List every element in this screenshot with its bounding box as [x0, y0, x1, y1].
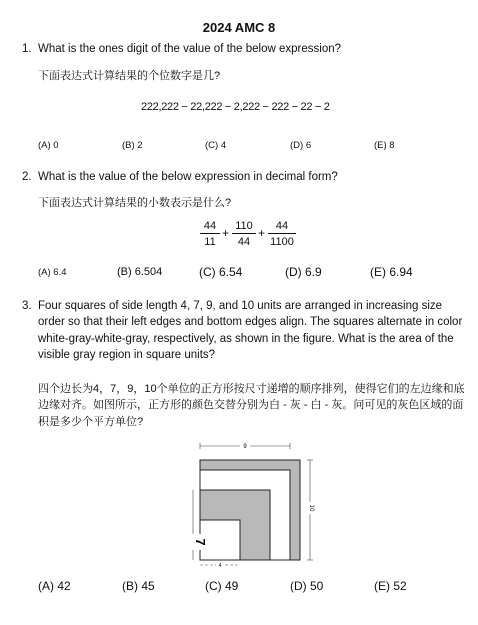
denominator: 1100 [270, 236, 294, 248]
fraction-3 [268, 219, 296, 250]
choice-a[interactable]: (A) 6.4 [38, 267, 67, 278]
choice-d[interactable]: (D) 6.9 [285, 265, 322, 279]
fraction-1 [200, 219, 220, 250]
fraction-2 [232, 219, 256, 250]
numerator: 110 [232, 219, 256, 234]
choice-c[interactable]: (C) 6.54 [199, 265, 243, 279]
choice-b[interactable]: (B) 6.504 [117, 266, 163, 278]
question-text-en: Four squares of side length 4, 7, 9, and 10 units are arranged in increasing size order so that their left edges and bottom edges align. The squares alternate in color white-gray-white-gray, respectively, as shown in the figure. What is the area of the visible gray region in square units? [38, 300, 463, 361]
page-title: 2024 AMC 8 [202, 20, 276, 35]
choice-e[interactable]: (E) 6.94 [370, 265, 413, 279]
choice-c[interactable]: (C) 49 [205, 579, 239, 593]
denominator: 11 [204, 236, 216, 248]
choice-a[interactable]: (A) 42 [38, 579, 71, 593]
question-number: 1. [22, 43, 32, 55]
question-number: 3. [22, 300, 32, 312]
label-right: 10 [308, 504, 314, 512]
numerator: 44 [200, 219, 220, 234]
choice-d[interactable]: (D) 50 [290, 579, 324, 593]
label-top: 9 [243, 444, 247, 450]
choice-e[interactable]: (E) 8 [374, 140, 395, 151]
expression: 222,222 − 22,222 − 2,222 − 222 − 22 − 2 [141, 101, 330, 113]
plus-sign: + [222, 226, 230, 240]
question-text-cn: 四个边长为4，7，9，10个单位的正方形按尺寸递增的顺序排列，使得它们的左边缘和底边缘对齐。如图所示，正方形的颜色交替分别为白 - 灰 - 白 - 灰。问可见的灰色区域的面积是多少个平方单位? [38, 383, 465, 428]
plus-sign: + [258, 226, 266, 240]
choice-c[interactable]: (C) 4 [205, 140, 227, 151]
squares-figure [190, 438, 320, 568]
denominator: 44 [237, 236, 251, 248]
question-text-cn: 下面表达式计算结果的个位数字是几? [38, 70, 221, 82]
choice-d[interactable]: (D) 6 [290, 140, 312, 151]
question-number: 2. [22, 171, 32, 183]
question-text-en: What is the ones digit of the value of the below expression? [38, 43, 342, 55]
label-left: 7 [193, 538, 208, 546]
question-text-cn: 下面表达式计算结果的小数表示是什么? [38, 197, 232, 209]
label-bottom: 4 [218, 563, 222, 568]
choice-a[interactable]: (A) 0 [38, 140, 59, 151]
question-text-en: What is the value of the below expression in decimal form? [38, 171, 338, 183]
choice-b[interactable]: (B) 2 [122, 140, 143, 151]
choice-b[interactable]: (B) 45 [122, 579, 155, 593]
choice-e[interactable]: (E) 52 [374, 579, 407, 593]
numerator: 44 [268, 219, 296, 234]
